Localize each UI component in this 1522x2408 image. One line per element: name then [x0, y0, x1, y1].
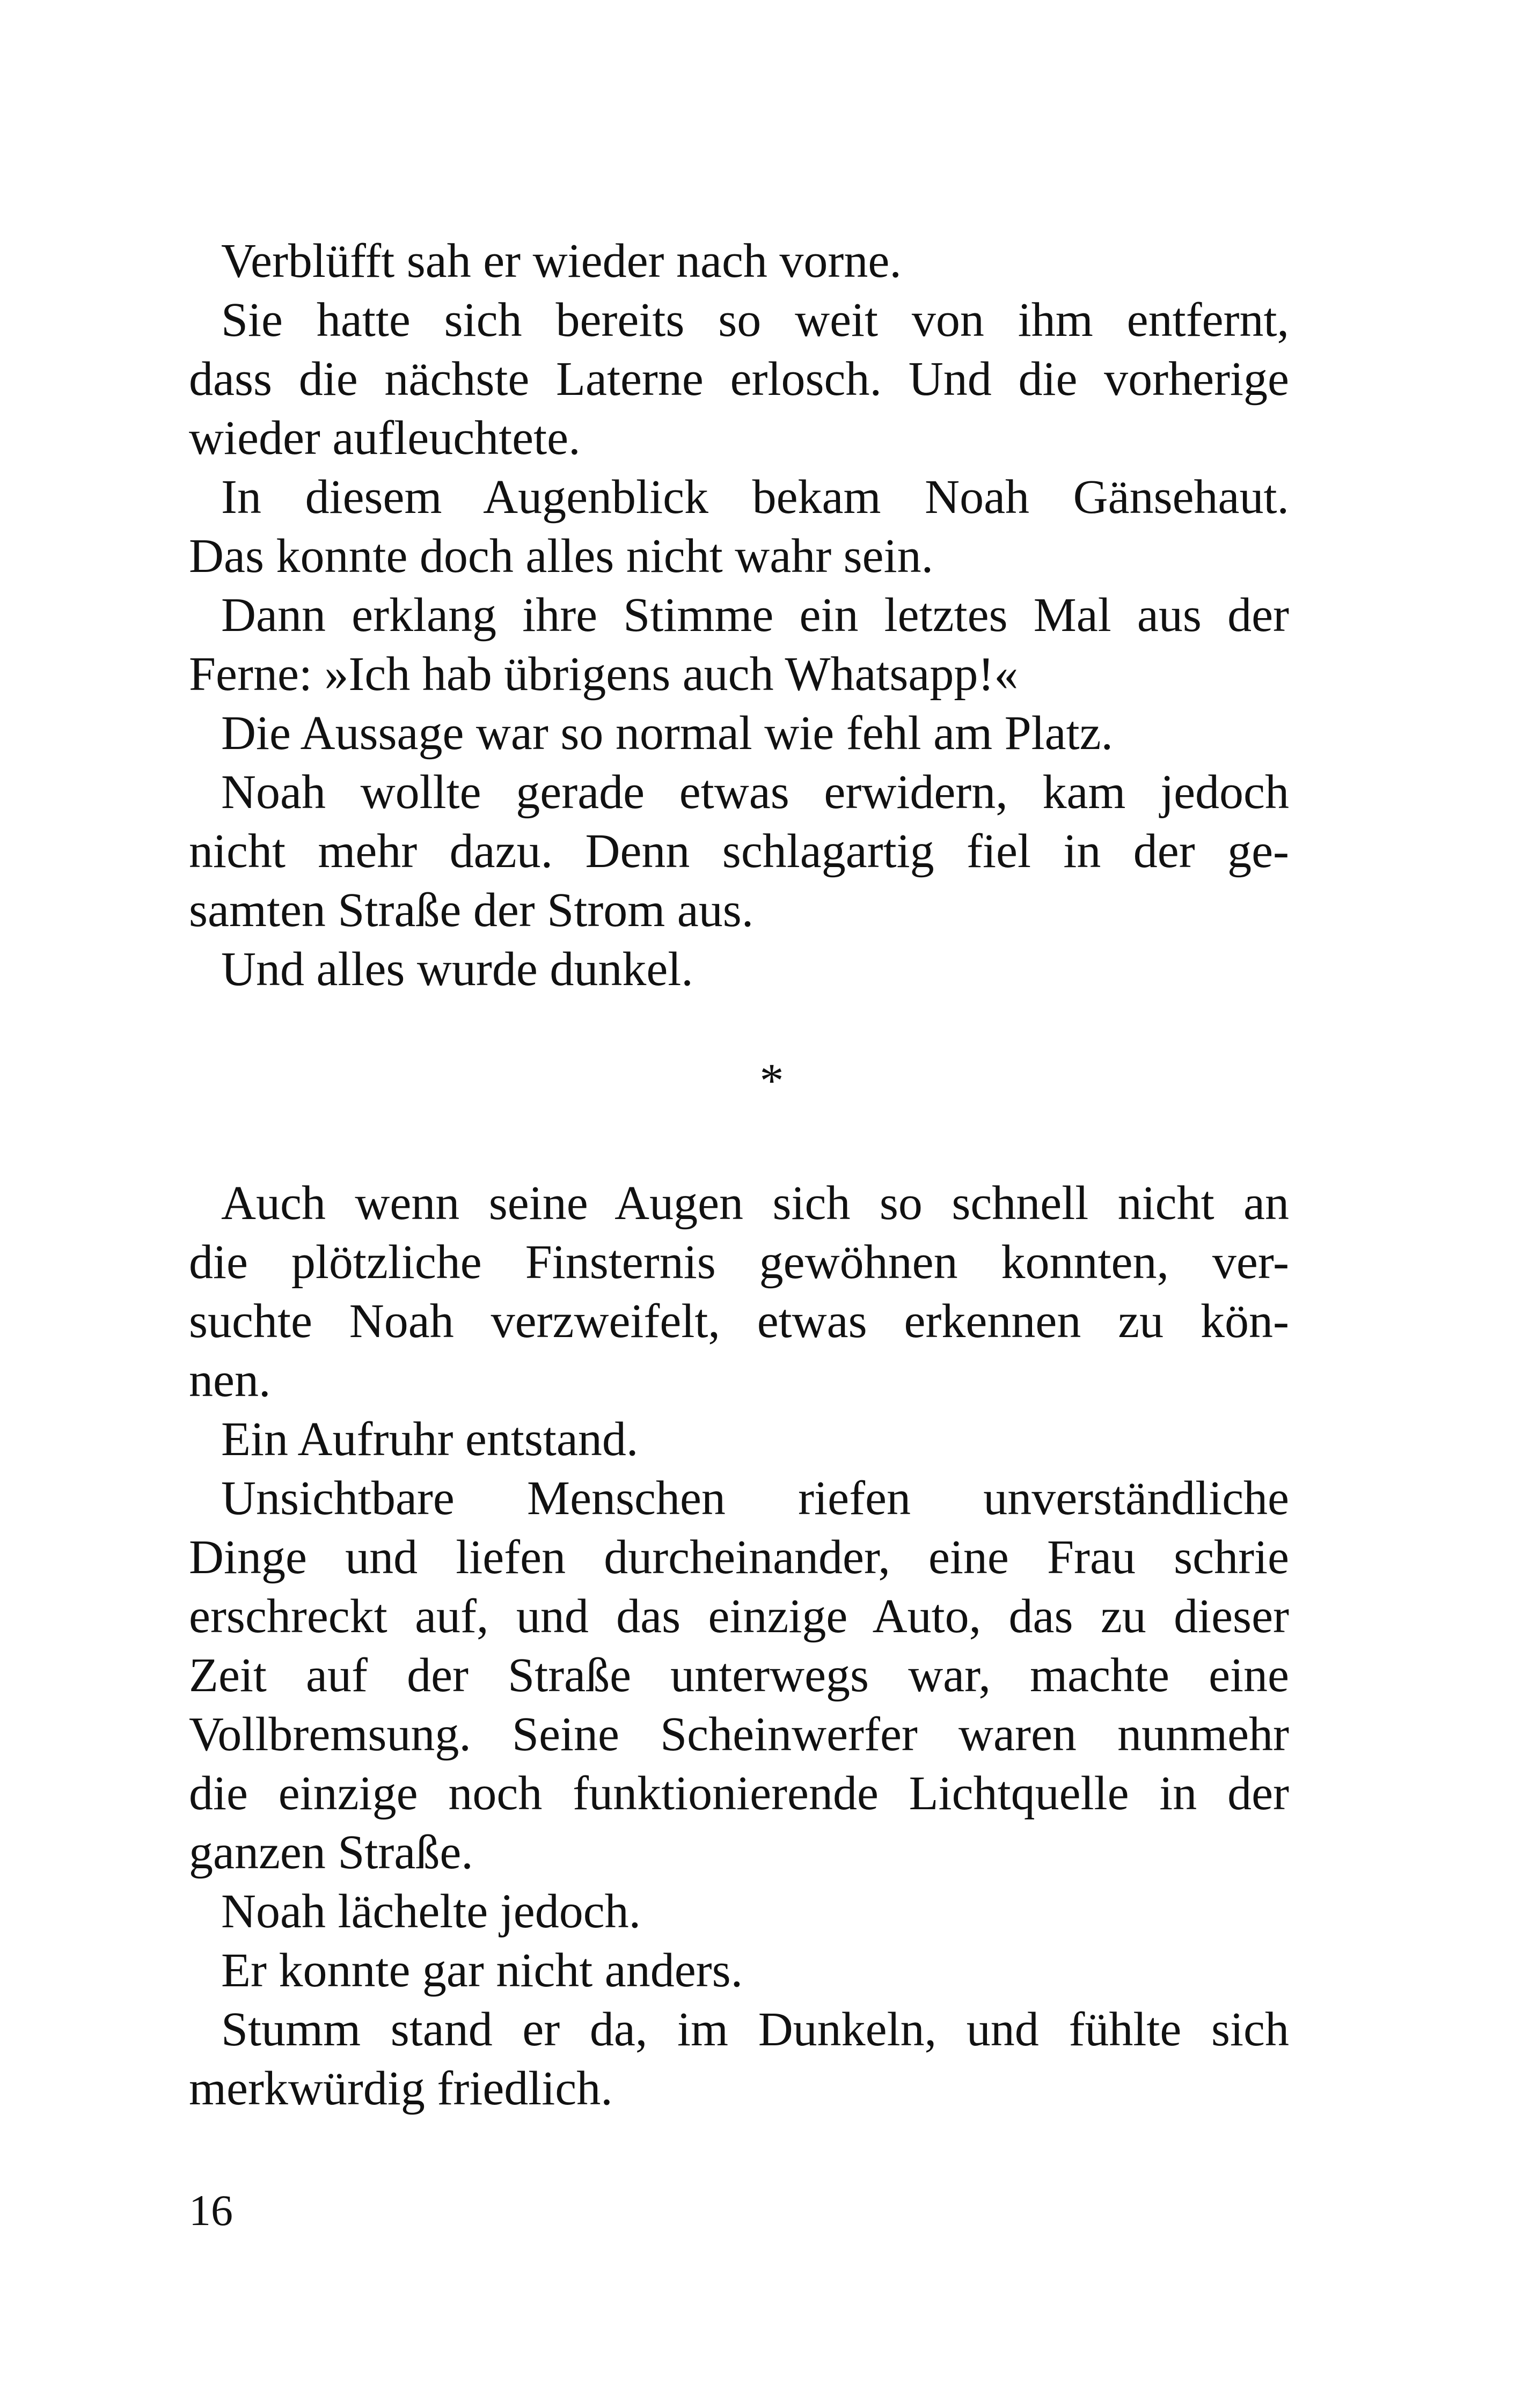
text-line: die plötzliche Finsternis gewöhnen konnten, ver-	[189, 1236, 1289, 1289]
text-line: samten Straße der Strom aus.	[189, 884, 754, 937]
text-line: ganzen Straße.	[189, 1826, 473, 1879]
text-line: Das konnte doch alles nicht wahr sein.	[189, 530, 934, 583]
text-line: merkwürdig friedlich.	[189, 2062, 613, 2115]
text-line: Dann erklang ihre Stimme ein letztes Mal aus der	[221, 589, 1289, 642]
text-line: Sie hatte sich bereits so weit von ihm entfernt,	[221, 293, 1289, 347]
text-line: Unsichtbare Menschen riefen unverständliche	[221, 1472, 1289, 1525]
text-line: Und alles wurde dunkel.	[221, 943, 693, 996]
text-line: Noah lächelte jedoch.	[221, 1885, 641, 1938]
text-line: Noah wollte gerade etwas erwidern, kam jedoch	[221, 766, 1289, 819]
text-line: nen.	[189, 1354, 271, 1407]
text-section-2	[189, 1174, 1289, 2118]
text-line: Dinge und liefen durcheinander, eine Frau schrie	[189, 1531, 1289, 1584]
text-line: Zeit auf der Straße unterwegs war, machte eine	[189, 1649, 1289, 1702]
text-line: In diesem Augenblick bekam Noah Gänsehaut.	[221, 471, 1289, 524]
text-line: nicht mehr dazu. Denn schlagartig fiel in der ge-	[189, 825, 1289, 878]
page-number: 16	[189, 2186, 233, 2235]
text-line: erschreckt auf, und das einzige Auto, das zu dieser	[189, 1590, 1289, 1643]
text-line: dass die nächste Laterne erlosch. Und die vorherige	[189, 353, 1289, 406]
text-line: Vollbremsung. Seine Scheinwerfer waren nunmehr	[189, 1708, 1289, 1761]
text-line: Verblüfft sah er wieder nach vorne.	[221, 234, 902, 288]
text-line: Er konnte gar nicht anders.	[221, 1944, 743, 1997]
text-line: Ferne: »Ich hab übrigens auch Whatsapp!«	[189, 648, 1019, 701]
text-line: Die Aussage war so normal wie fehl am Platz.	[221, 707, 1114, 760]
text-line: suchte Noah verzweifelt, etwas erkennen zu kön-	[189, 1295, 1289, 1348]
text-line: wieder aufleuchtete.	[189, 412, 581, 465]
text-section-1	[189, 232, 1289, 999]
text-line: Ein Aufruhr entstand.	[221, 1413, 639, 1466]
section-separator: *	[759, 1054, 784, 1107]
text-line: Stumm stand er da, im Dunkeln, und fühlte sich	[221, 2003, 1289, 2056]
text-line: Auch wenn seine Augen sich so schnell nicht an	[221, 1177, 1289, 1230]
text-line: die einzige noch funktionierende Lichtquelle in der	[189, 1767, 1289, 1820]
